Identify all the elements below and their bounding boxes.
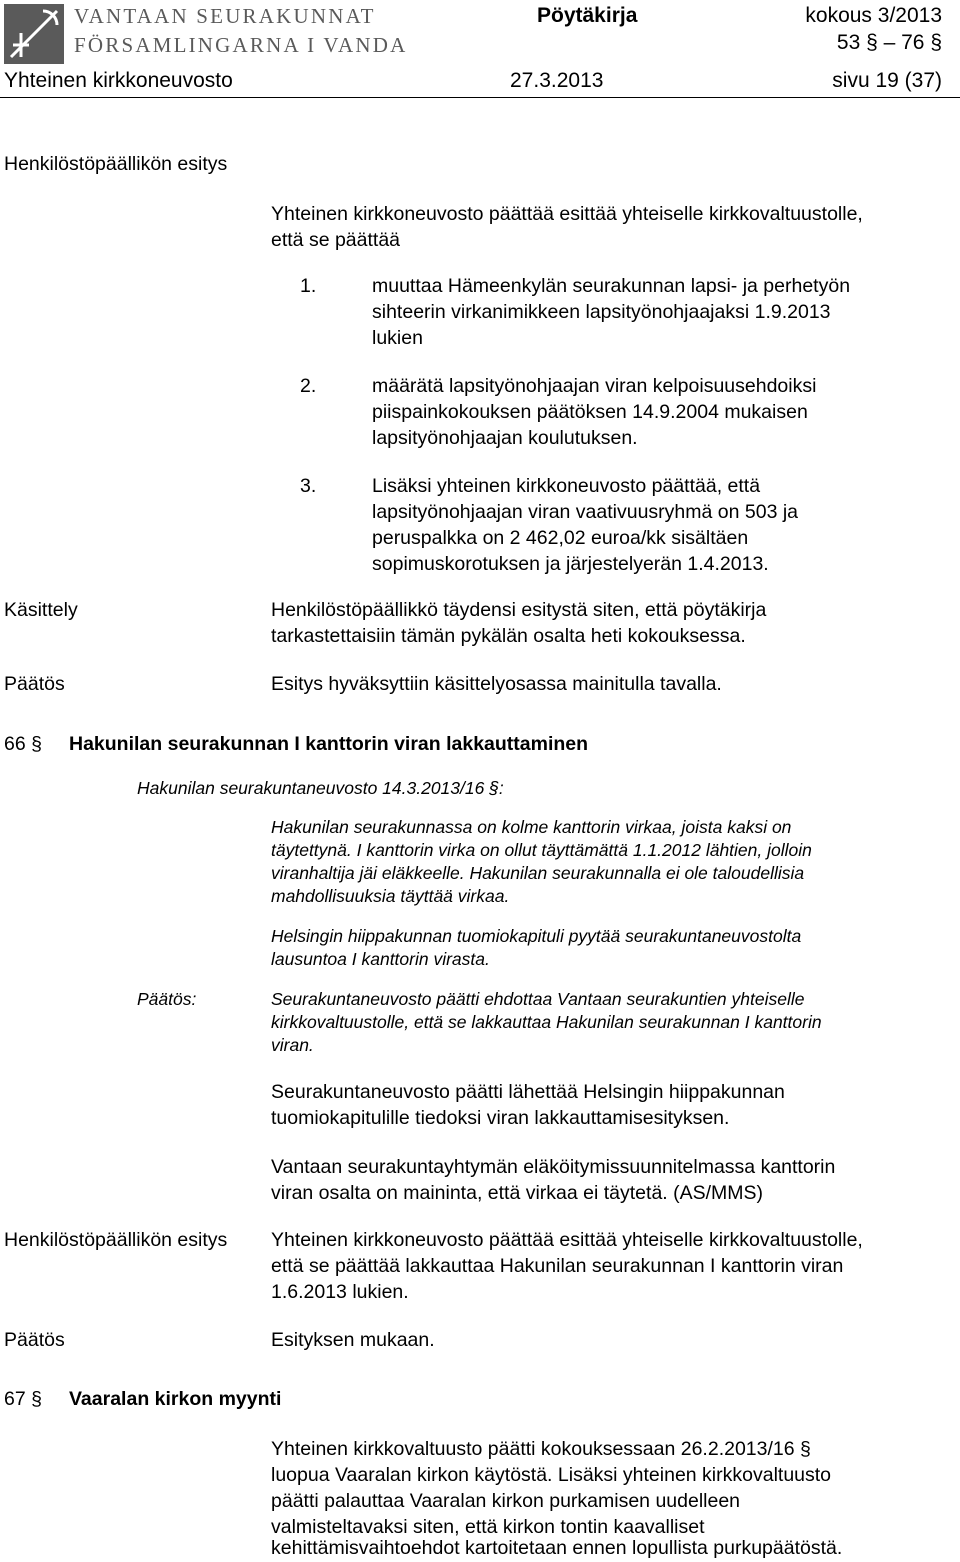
list-item-line: sopimuskorotuksen ja järjestelyerän 1.4.2013.: [372, 553, 769, 575]
section-number: 66 §: [4, 733, 42, 755]
header-divider: [0, 97, 960, 98]
list-item-line: peruspalkka on 2 462,02 euroa/kk sisältäen: [372, 527, 749, 549]
processing-text-line: Henkilöstöpäällikkö täydensi esitystä siten, että pöytäkirja: [271, 599, 767, 621]
proposal-label: Henkilöstöpäällikön esitys: [4, 153, 228, 175]
document-type: Pöytäkirja: [537, 4, 638, 27]
meeting-date: 27.3.2013: [510, 69, 604, 92]
list-item-number: 3.: [300, 475, 317, 497]
proposal-intro-line: Yhteinen kirkkoneuvosto päättää esittää yhteiselle kirkkovaltuustolle,: [271, 203, 863, 225]
decision-text: Esityksen mukaan.: [271, 1329, 435, 1351]
section-heading: [4, 1388, 42, 1411]
list-item-line: lukien: [372, 327, 423, 349]
section-title: Vaaralan kirkon myynti: [69, 1388, 282, 1410]
list-item-number: 1.: [300, 275, 317, 297]
proposal-text-line: Yhteinen kirkkoneuvosto päättää esittää yhteiselle kirkkovaltuustolle,: [271, 1229, 863, 1251]
proposal-text-line: että se päättää lakkauttaa Hakunilan seurakunnan I kanttorin viran: [271, 1255, 844, 1277]
governing-body: Yhteinen kirkkoneuvosto: [4, 69, 233, 92]
paragraph-line: Vantaan seurakuntayhtymän eläköitymissuunnitelmassa kanttorin: [271, 1156, 836, 1178]
list-item-line: lapsityönohjaajan koulutuksen.: [372, 427, 638, 449]
paragraph-line: kehittämisvaihtoehdot kartoitetaan ennen lopullista purkupäätöstä.: [271, 1537, 843, 1559]
proposal-label: Henkilöstöpäällikön esitys: [4, 1229, 228, 1251]
decision-text: Esitys hyväksyttiin käsittelyosassa mainitulla tavalla.: [271, 673, 722, 695]
list-item-line: sihteerin virkanimikkeen lapsityönohjaajaksi 1.9.2013: [372, 301, 831, 323]
council-decision-label: Päätös:: [137, 989, 197, 1009]
proposal-text-line: 1.6.2013 lukien.: [271, 1281, 409, 1303]
paragraph-line: päätti palauttaa Vaaralan kirkon purkamisen uudelleen: [271, 1490, 741, 1512]
list-item-line: lapsityönohjaajan viran vaativuusryhmä on 503 ja: [372, 501, 799, 523]
processing-text-line: tarkastettaisiin tämän pykälän osalta heti kokouksessa.: [271, 625, 746, 647]
paragraph-line: mahdollisuuksia täyttää virkaa.: [271, 886, 510, 906]
paragraph-line: Seurakuntaneuvosto päätti ehdottaa Vantaan seurakuntien yhteiselle: [271, 989, 805, 1009]
paragraph-line: kirkkovaltuustolle, että se lakkauttaa Hakunilan seurakunnan I kanttorin: [271, 1012, 822, 1032]
list-item-line: piispainkokouksen päätöksen 14.9.2004 mukaisen: [372, 401, 808, 423]
paragraph-line: Seurakuntaneuvosto päätti lähettää Helsingin hiippakunnan: [271, 1081, 785, 1103]
paragraph-line: viran osalta on maininta, että virkaa ei täytetä. (AS/MMS): [271, 1182, 764, 1204]
paragraph-line: Hakunilan seurakunnassa on kolme kanttorin virkaa, joista kaksi on: [271, 817, 792, 837]
paragraph-line: Yhteinen kirkkovaltuusto päätti kokouksessaan 26.2.2013/16 §: [271, 1438, 811, 1460]
paragraph-line: lausuntoa I kanttorin virasta.: [271, 949, 490, 969]
section-number: 67 §: [4, 1388, 42, 1410]
paragraph-line: viran.: [271, 1035, 314, 1055]
organization-name-fi: VANTAAN SEURAKUNNAT: [74, 4, 376, 28]
parish-emblem-icon: [3, 3, 65, 65]
paragraph-line: tuomiokapitulille tiedoksi viran lakkauttamisesityksen.: [271, 1107, 730, 1129]
list-item-line: muuttaa Hämeenkylän seurakunnan lapsi- ja perhetyön: [372, 275, 851, 297]
list-item-number: 2.: [300, 375, 317, 397]
list-item-line: Lisäksi yhteinen kirkkoneuvosto päättää, että: [372, 475, 761, 497]
organization-name-sv: FÖRSAMLINGARNA I VANDA: [74, 33, 408, 57]
proposal-intro-line: että se päättää: [271, 229, 401, 251]
decision-label: Päätös: [4, 1329, 65, 1351]
list-item-line: määrätä lapsityönohjaajan viran kelpoisuusehdoiksi: [372, 375, 817, 397]
paragraph-line: Helsingin hiippakunnan tuomiokapituli pyytää seurakuntaneuvostolta: [271, 926, 802, 946]
paragraph-line: viranhaltija jäi eläkkeelle. Hakunilan seurakunnalla ei ole taloudellisia: [271, 863, 805, 883]
paragraph-line: valmisteltavaksi siten, että kirkon tontin kaavalliset: [271, 1516, 705, 1538]
page-number: sivu 19 (37): [832, 69, 942, 92]
paragraph-line: luopua Vaaralan kirkon käytöstä. Lisäksi yhteinen kirkkovaltuusto: [271, 1464, 832, 1486]
section-range: 53 § – 76 §: [836, 31, 942, 54]
council-reference: Hakunilan seurakuntaneuvosto 14.3.2013/16 §:: [137, 778, 504, 798]
decision-label: Päätös: [4, 673, 65, 695]
paragraph-line: täytettynä. I kanttorin virka on ollut täyttämättä 1.1.2012 lähtien, jolloin: [271, 840, 812, 860]
section-heading: [4, 733, 42, 756]
meeting-number: kokous 3/2013: [805, 4, 942, 27]
section-title: Hakunilan seurakunnan I kanttorin viran lakkauttaminen: [69, 733, 589, 755]
processing-label: Käsittely: [4, 599, 78, 621]
